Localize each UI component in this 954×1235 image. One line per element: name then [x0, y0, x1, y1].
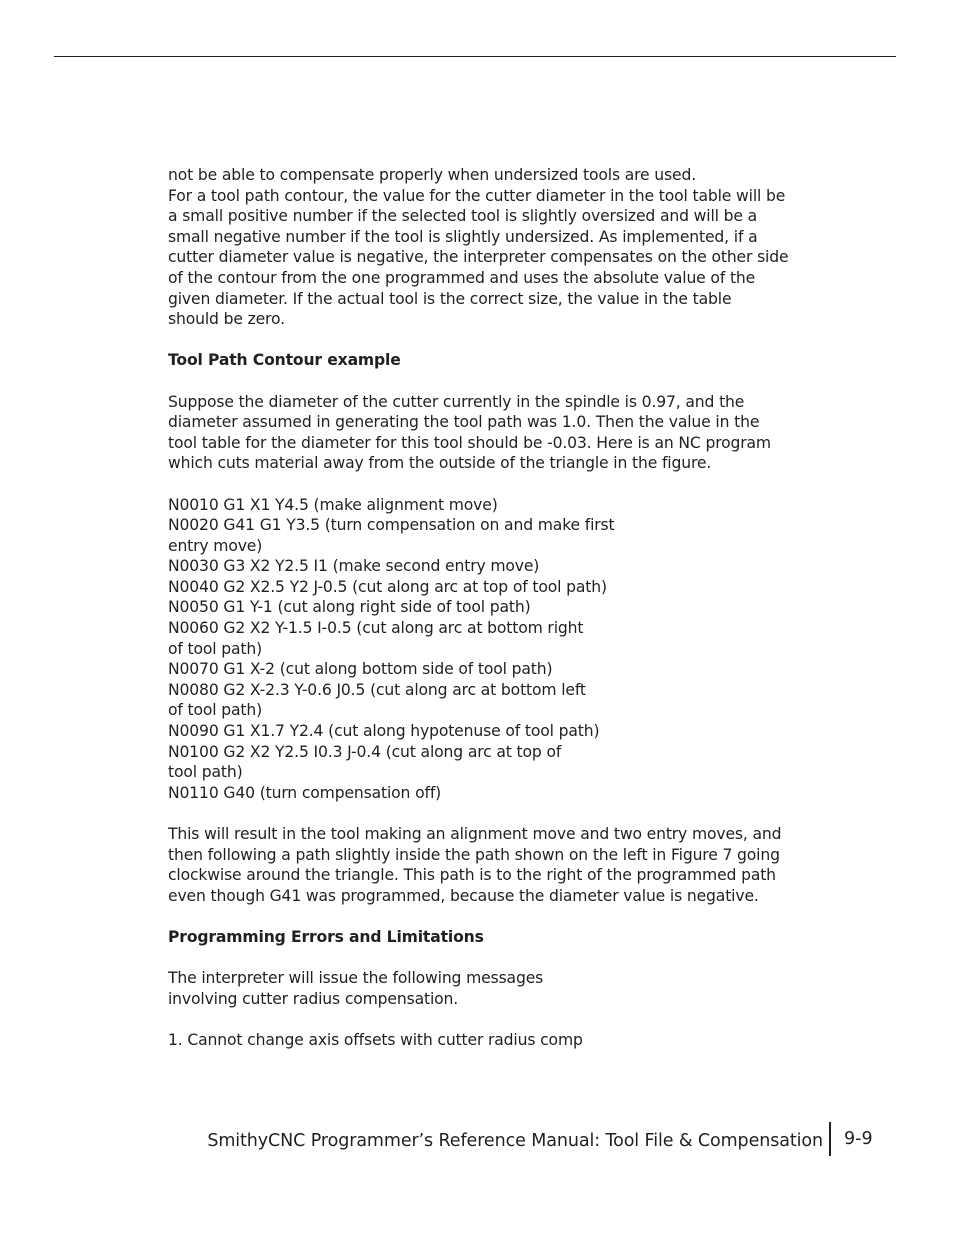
- text-line: tool table for the diameter for this tool should be -0.03. Here is an NC program: [168, 433, 771, 452]
- nc-code-line: of tool path): [168, 701, 263, 720]
- text-line: cutter diameter value is negative, the interpreter compensates on the other side: [168, 248, 789, 267]
- nc-code-line: N0020 G41 G1 Y3.5 (turn compensation on and make first: [168, 516, 615, 535]
- nc-code-line: N0100 G2 X2 Y2.5 I0.3 J-0.4 (cut along arc at top of: [168, 742, 562, 761]
- text-line: not be able to compensate properly when undersized tools are used.: [168, 166, 697, 184]
- text-line: This will result in the tool making an alignment move and two entry moves, and: [168, 825, 782, 843]
- nc-code-line: N0010 G1 X1 Y4.5 (make alignment move): [168, 495, 498, 514]
- nc-code-line: N0030 G3 X2 Y2.5 I1 (make second entry move): [168, 557, 540, 576]
- text-line: even though G41 was programmed, because the diameter value is negative.: [168, 886, 759, 905]
- text-line: clockwise around the triangle. This path is to the right of the programmed path: [168, 866, 776, 885]
- text-line: Suppose the diameter of the cutter currently in the spindle is 0.97, and the: [168, 392, 745, 411]
- nc-code-line: N0070 G1 X-2 (cut along bottom side of tool path): [168, 660, 553, 679]
- page-footer: [0, 1120, 954, 1160]
- nc-code-line: N0080 G2 X-2.3 Y-0.6 J0.5 (cut along arc at bottom left: [168, 680, 586, 699]
- blank-line: [168, 1009, 798, 1030]
- text-line: which cuts material away from the outside of the triangle in the figure.: [168, 454, 712, 473]
- text-line: a small positive number if the selected tool is slightly oversized and will be a: [168, 207, 758, 226]
- text-line: diameter assumed in generating the tool path was 1.0. Then the value in the: [168, 413, 760, 432]
- nc-code-line: entry move): [168, 536, 263, 555]
- header-rule: [54, 56, 896, 57]
- section-heading: Programming Errors and Limitations: [168, 927, 484, 946]
- nc-code-line: tool path): [168, 763, 243, 782]
- text-line: 1. Cannot change axis offsets with cutter radius comp: [168, 1030, 583, 1049]
- text-line: involving cutter radius compensation.: [168, 989, 459, 1008]
- text-line: given diameter. If the actual tool is the correct size, the value in the table: [168, 289, 732, 308]
- nc-code-line: N0040 G2 X2.5 Y2 J-0.5 (cut along arc at top of tool path): [168, 577, 607, 596]
- page-body: [168, 165, 798, 1051]
- nc-code-line: N0110 G40 (turn compensation off): [168, 783, 442, 802]
- text-line: should be zero.: [168, 310, 285, 329]
- nc-code-line: of tool path): [168, 639, 263, 658]
- page-number: 9-9: [844, 1129, 873, 1149]
- section-heading: Tool Path Contour example: [168, 351, 401, 370]
- nc-code-line: N0090 G1 X1.7 Y2.4 (cut along hypotenuse of tool path): [168, 722, 600, 741]
- blank-line: [168, 803, 798, 824]
- blank-line: [168, 906, 798, 927]
- text-line: For a tool path contour, the value for the cutter diameter in the tool table will be: [168, 186, 786, 205]
- nc-code-line: N0060 G2 X2 Y-1.5 I-0.5 (cut along arc at bottom right: [168, 619, 584, 638]
- blank-line: [168, 948, 798, 969]
- footer-title: SmithyCNC Programmer’s Reference Manual: Tool File & Compensation: [207, 1131, 823, 1151]
- nc-code-line: N0050 G1 Y-1 (cut along right side of tool path): [168, 598, 531, 617]
- text-line: of the contour from the one programmed and uses the absolute value of the: [168, 268, 756, 287]
- text-line: then following a path slightly inside the path shown on the left in Figure 7 going: [168, 845, 780, 864]
- blank-line: [168, 474, 798, 495]
- footer-divider: [829, 1122, 831, 1156]
- text-line: The interpreter will issue the following messages: [168, 969, 544, 988]
- blank-line: [168, 330, 798, 351]
- text-line: small negative number if the tool is slightly undersized. As implemented, if a: [168, 227, 758, 246]
- blank-line: [168, 371, 798, 392]
